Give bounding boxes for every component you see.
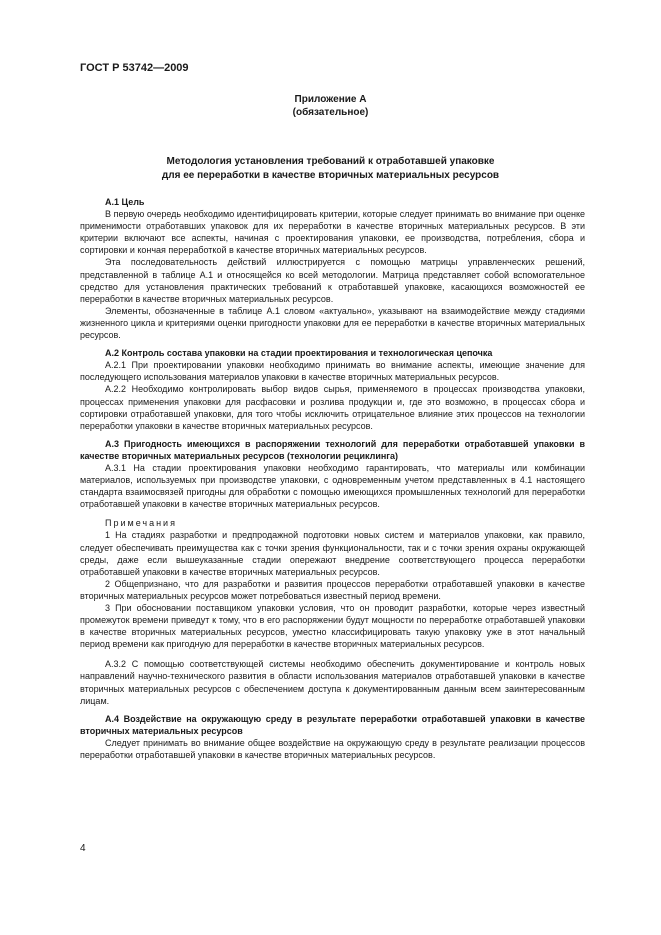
note-item: 1 На стадиях разработки и предпродажной подготовки новых систем и материалов упаковки, как правило, следует обеспечивать преимущества как с точки зрения функциональности, так и с точки зрения охраны окружающей среды, даже если вышеуказанные стадии опережают внедрение соответствующего процесса переработки отработавшей упаковки в качестве вторичных материальных ресурсов. [80,530,585,577]
annex-title-line1: Методология установления требований к отработавшей упаковке [166,156,495,167]
annex-title [80,155,581,183]
section-a1-heading: А.1 Цель [105,197,145,207]
clause-a3-1: А.3.1 На стадии проектирования упаковки необходимо гарантировать, что материалы или комбинации материалов, используемых при производстве упаковки, с одновременным учетом представленных в 4.1 настоящего стандарта взаимосвязей пригодны для обработки с помощью имеющихся промышленных технологий для переработки отработавшей упаковки в качестве вторичных материальных ресурсов. [80,462,585,510]
notes-label: Примечания [105,518,177,529]
section-a2-heading: А.2 Контроль состава упаковки на стадии проектирования и технологическая цепочка [105,348,493,359]
annex-heading [80,93,581,119]
section-a1-paragraph: Элементы, обозначенные в таблице А.1 словом «актуально», указывают на взаимодействие между стадиями жизненного цикла и критериями оценки пригодности упаковки для ее переработки в качестве вторичных материальных ресурсов. [80,305,585,341]
note-item: 2 Общепризнано, что для разработки и развития процессов переработки отработавшей упаковки в качестве вторичных материальных ресурсов может потребоваться известный период времени. [80,578,585,601]
section-a4-heading: А.4 Воздействие на окружающую среду в результате переработки отработавшей упаковки в качестве вторичных материальных ресурсов [80,713,585,736]
note-item: 3 При обосновании поставщиком упаковки условия, что он проводит разработки, которые через известный промежуток времени приведут к тому, что в его распоряжении будут мощности по переработке отработавшей упаковки в качестве вторичных материальных ресурсов, уместно классифицировать такую упаковку уже в этот начальный период времени как пригодную для переработки в качестве вторичных материальных ресурсов. [80,603,585,650]
annex-title-line2: для ее переработки в качестве вторичных материальных ресурсов [161,170,500,181]
annex-label: Приложение А [294,94,367,105]
document-body [80,196,585,761]
section-a3-heading: А.3 Пригодность имеющихся в распоряжении технологий для переработки отработавшей упаковки в качестве вторичных материальных ресурсов (технологии рециклинга) [80,438,585,461]
annex-status: (обязательное) [292,107,369,118]
section-a4-paragraph: Следует принимать во внимание общее воздействие на окружающую среду в результате реализации процессов переработки отработавшей упаковки в качестве вторичных материальных ресурсов. [80,737,585,761]
clause-a2-2: А.2.2 Необходимо контролировать выбор видов сырья, применяемого в процессах производства упаковки, процессах применения упаковки для расфасовки и розлива продукции и, где это возможно, в процессах сбора и сортировки отработавшей упаковки, для того чтобы исключить отрицательное влияние этих процессов на технологии переработки упаковки в качестве вторичных материальных ресурсов. [80,384,585,431]
section-a1-paragraph: Эта последовательность действий иллюстрируется с помощью матрицы управленческих решений, представленной в таблице А.1 и относящейся ко всей методологии. Матрица представляет собой вспомогательное средство для установления практических требований к отработавшей упаковке, касающихся возможностей ее переработки в качестве вторичных материальных ресурсов. [80,257,585,304]
page-number: 4 [80,843,86,854]
clause-a2-1: А.2.1 При проектировании упаковки необходимо принимать во внимание аспекты, имеющие значение для последующего использования материалов упаковки в качестве вторичных материальных ресурсов. [80,360,585,383]
standard-code: ГОСТ Р 53742—2009 [80,62,189,74]
clause-a3-2: А.3.2 С помощью соответствующей системы необходимо обеспечить документирование и контроль новых направлений научно-технического развития в области использования материалов отработавшей упаковки в качестве вторичных материальных ресурсов с обеспечением доступа к документированным данным всем заинтересованным лицам. [80,659,585,706]
section-a1-paragraph: В первую очередь необходимо идентифицировать критерии, которые следует принимать во внимание при оценке применимости отработавших упаковок для их переработки в качестве вторичных материальных ресурсов. В эти критерии включают все аспекты, начиная с проектирования упаковки, ее производства, потребления, сбора и сортировки и кончая переработкой в качестве вторичных материальных ресурсов. [80,209,585,256]
